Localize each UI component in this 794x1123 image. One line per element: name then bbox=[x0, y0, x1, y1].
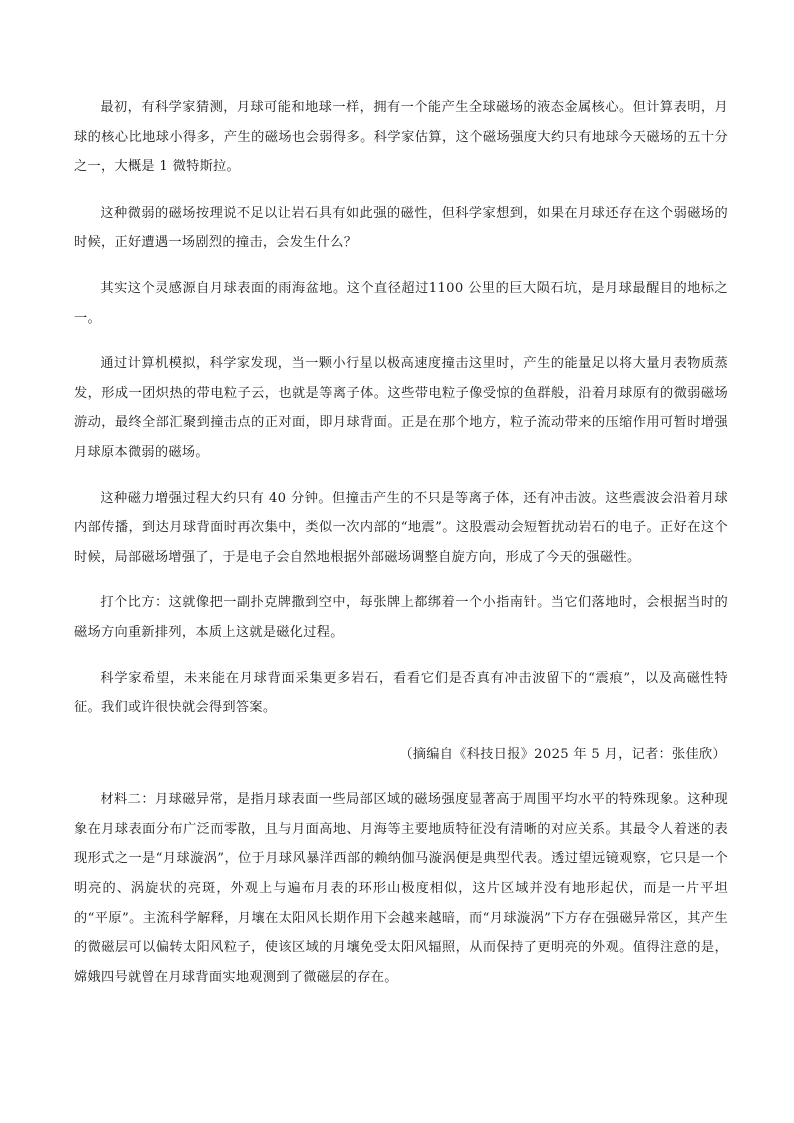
material-two-paragraph: 材料二：月球磁异常，是指月球表面一些局部区域的磁场强度显著高于周围平均水平的特殊现象。这种现象在月球表面分布广泛而零散，且与月面高地、月海等主要地质特征没有清晰的对应关系。其最令人着迷的表现形式之一是“月球漩涡”，位于月球风暴洋西部的赖纳伽马漩涡便是典型代表。透过望远镜观察，它只是一个明亮的、涡旋状的亮斑，外观上与遍布月表的环形山极度相似，这片区域并没有地形起伏，而是一片平坦的“平原”。主流科学解释，月壤在太阳风长期作用下会越来越暗，而“月球漩涡”下方存在强磁异常区，其产生的微磁层可以偏转太阳风粒子，使该区域的月壤免受太阳风辐照，从而保持了更明亮的外观。值得注意的是，嫦娥四号就曾在月球背面实地观测到了微磁层的存在。 bbox=[74, 792, 728, 985]
paragraph-2: 这种微弱的磁场按理说不足以让岩石具有如此强的磁性，但科学家想到，如果在月球还存在这个弱磁场的时候，正好遭遇一场剧烈的撞击，会发生什么？ bbox=[74, 205, 728, 251]
paragraph-6: 打个比方：这就像把一副扑克牌撒到空中，每张牌上都绑着一个小指南针。当它们落地时，会根据当时的磁场方向重新排列，本质上这就是磁化过程。 bbox=[74, 595, 728, 640]
source-citation: （摘编自《科技日报》2025 年 5 月，记者：张佳欣） bbox=[399, 746, 726, 762]
paragraph-5: 这种磁力增强过程大约只有 40 分钟。但撞击产生的不只是等离子体，还有冲击波。这些震波会沿着月球内部传播，到达月球背面时再次集中，类似一次内部的“地震”。这股震动会短暂扰动岩石的电子。正好在这个时候，局部磁场增强了，于是电子会自然地根据外部磁场调整自旋方向，形成了今天的强磁性。 bbox=[74, 490, 728, 565]
document-page bbox=[74, 93, 728, 992]
paragraph-1: 最初，有科学家猜测，月球可能和地球一样，拥有一个能产生全球磁场的液态金属核心。但计算表明，月球的核心比地球小得多，产生的磁场也会弱得多。科学家估算，这个磁场强度大约只有地球今天磁场的五十分之一，大概是 1 微特斯拉。 bbox=[74, 100, 728, 175]
paragraph-4: 通过计算机模拟，科学家发现，当一颗小行星以极高速度撞击这里时，产生的能量足以将大量月表物质蒸发，形成一团炽热的带电粒子云，也就是等离子体。这些带电粒子像受惊的鱼群般，沿着月球原有的微弱磁场游动，最终全部汇聚到撞击点的正对面，即月球背面。正是在那个地方，粒子流动带来的压缩作用可暂时增强月球原本微弱的磁场。 bbox=[74, 356, 728, 460]
paragraph-7: 科学家希望，未来能在月球背面采集更多岩石，看看它们是否真有冲击波留下的“震痕”，以及高磁性特征。我们或许很快就会得到答案。 bbox=[74, 670, 728, 716]
paragraph-3: 其实这个灵感源自月球表面的雨海盆地。这个直径超过1100 公里的巨大陨石坑，是月球最醒目的地标之一。 bbox=[74, 280, 728, 326]
